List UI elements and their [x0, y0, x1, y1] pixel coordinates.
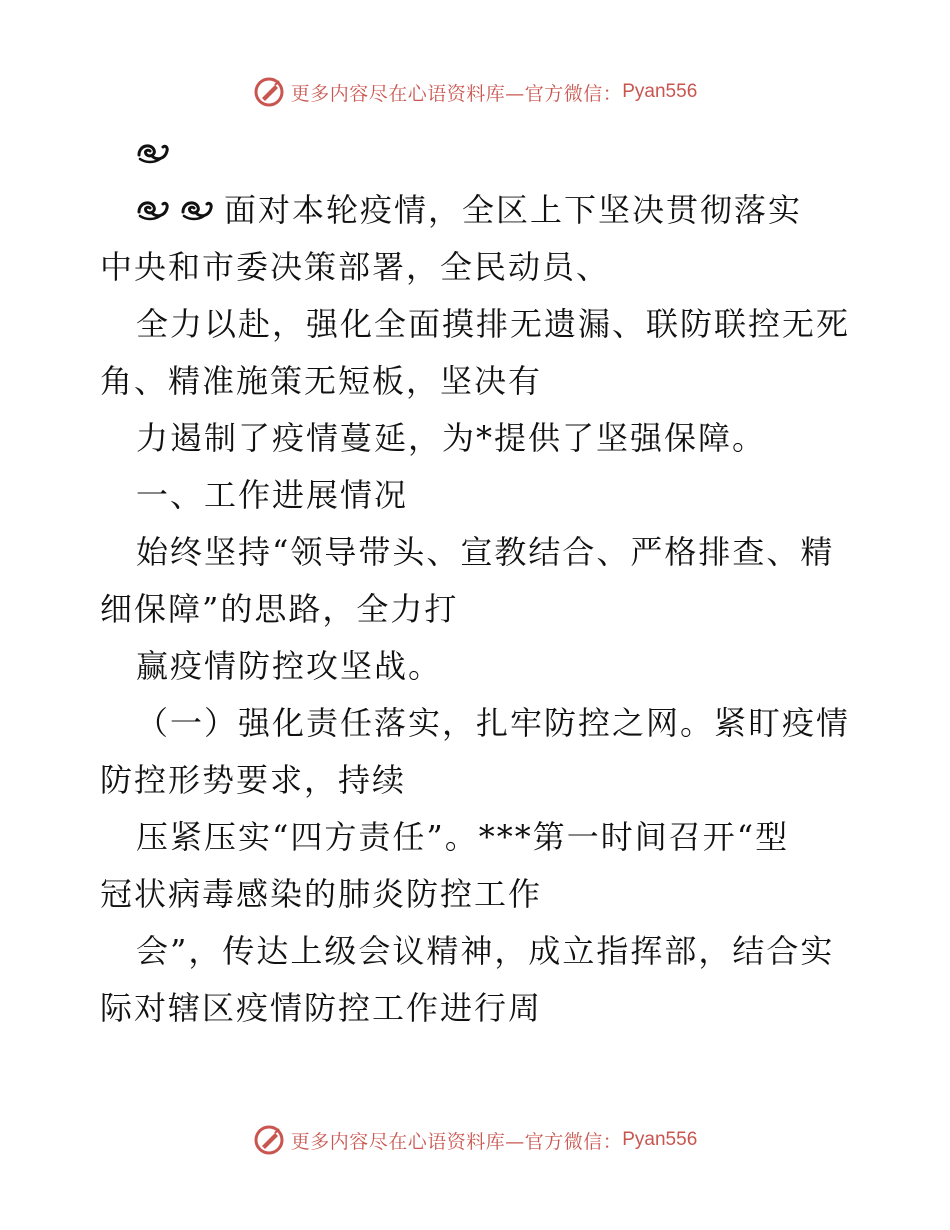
paragraph-line: 防控形势要求，持续	[100, 761, 407, 799]
document-body	[100, 125, 860, 1037]
paragraph-line: 始终坚持“领导带头、宣教结合、严格排查、精	[136, 533, 835, 571]
paragraph-line: 角、精准施策无短板，坚决有	[100, 362, 543, 400]
subsection-heading-line: （一）强化责任落实，扎牢防控之网。紧盯疫情	[136, 704, 851, 742]
ornament-line	[100, 125, 860, 182]
swirl-ornament-icon	[180, 194, 214, 224]
brand-logo-icon	[253, 1124, 285, 1156]
brand-logo-icon	[253, 76, 285, 108]
header-watermark-wechat: Pyan556	[622, 81, 698, 102]
header-watermark-text: 更多内容尽在心语资料库—官方微信：	[290, 82, 623, 105]
paragraph-line: 细保障”的思路，全力打	[100, 590, 459, 628]
paragraph-line: 全力以赴，强化全面摸排无遗漏、联防联控无死	[136, 305, 851, 343]
swirl-ornament-icon	[136, 137, 170, 167]
paragraph-text: 面对本轮疫情，全区上下坚决贯彻落实	[224, 191, 803, 229]
paragraph-line: 会”，传达上级会议精神，成立指挥部，结合实	[136, 932, 835, 970]
section-heading: 一、工作进展情况	[136, 476, 409, 514]
footer-watermark	[0, 1120, 950, 1160]
header-watermark	[0, 72, 950, 112]
paragraph-line: 赢疫情防控攻坚战。	[136, 647, 443, 685]
footer-watermark-text: 更多内容尽在心语资料库—官方微信：	[290, 1130, 623, 1153]
swirl-ornament-icon	[136, 194, 170, 224]
paragraph-line: 压紧压实“四方责任”。***第一时间召开“型	[136, 818, 790, 856]
paragraph-line	[100, 182, 860, 239]
paragraph-line: 中央和市委决策部署，全民动员、	[100, 248, 611, 286]
footer-watermark-wechat: Pyan556	[622, 1129, 698, 1150]
paragraph-line: 冠状病毒感染的肺炎防控工作	[100, 875, 543, 913]
paragraph-line: 际对辖区疫情防控工作进行周	[100, 989, 543, 1027]
paragraph-line: 力遏制了疫情蔓延，为*提供了坚强保障。	[136, 419, 767, 457]
